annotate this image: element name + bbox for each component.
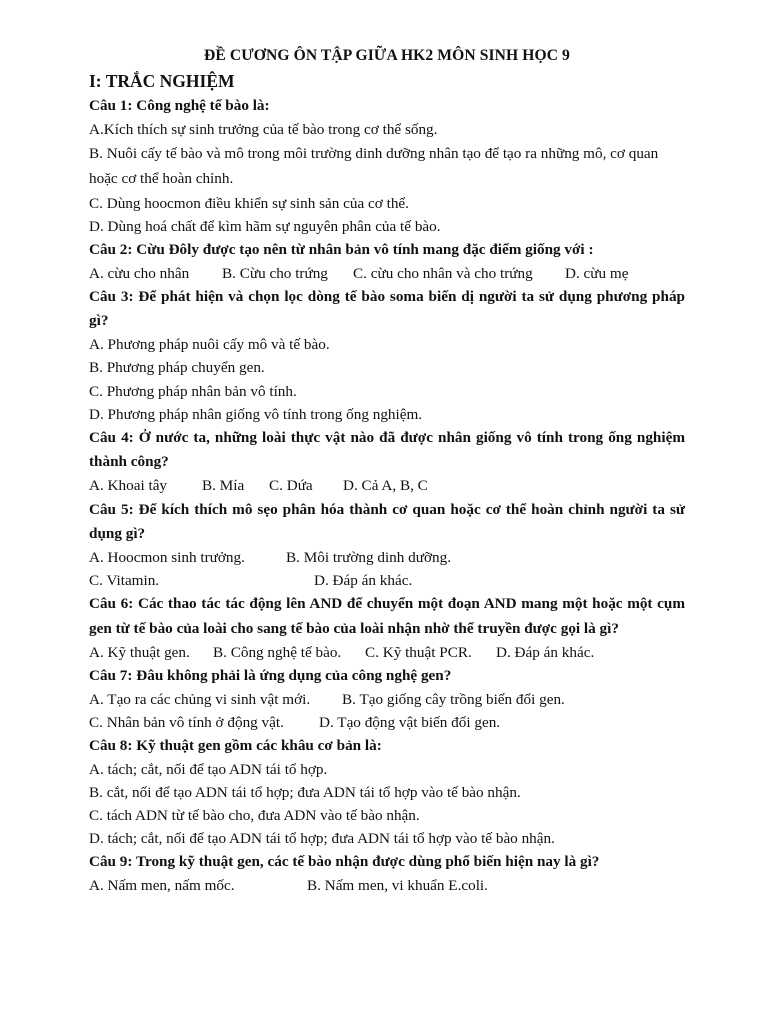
question-8-option-d: D. tách; cắt, nối để tạo ADN tái tổ hợp; đưa ADN tái tổ hợp vào tế bào nhận. bbox=[89, 830, 555, 848]
question-3-option-a: A. Phương pháp nuôi cấy mô và tế bào. bbox=[89, 336, 330, 354]
question-4-option-a: A. Khoai tây bbox=[89, 477, 168, 495]
question-7-option-c: C. Nhân bản vô tính ở động vật. bbox=[89, 713, 284, 731]
question-2-option-a: A. cừu cho nhân bbox=[89, 264, 190, 282]
question-4-option-c: C. Dứa bbox=[269, 477, 313, 495]
question-7-option-d: D. Tạo động vật biến đổi gen. bbox=[319, 713, 501, 731]
section-heading: I: TRẮC NGHIỆM bbox=[89, 71, 235, 91]
question-8-option-b: B. cắt, nối để tạo ADN tái tổ hợp; đưa ADN tái tổ hợp vào tế bào nhận. bbox=[89, 783, 521, 801]
question-9-option-a: A. Nấm men, nấm mốc. bbox=[89, 877, 235, 895]
question-5-option-c: C. Vitamin. bbox=[89, 572, 160, 590]
question-9-option-b: B. Nấm men, vi khuẩn E.coli. bbox=[307, 877, 488, 895]
question-6-option-a: A. Kỹ thuật gen. bbox=[89, 643, 190, 661]
question-6-options bbox=[89, 641, 685, 664]
question-1-option-c: C. Dùng hoocmon điều khiển sự sinh sản của cơ thể. bbox=[89, 194, 409, 212]
question-1-option-b: B. Nuôi cấy tế bào và mô trong môi trường dinh dưỡng nhân tạo để tạo ra những mô, cơ quan hoặc cơ thể hoàn chỉnh. bbox=[89, 144, 659, 188]
question-2-option-d: D. cừu mẹ bbox=[565, 264, 629, 282]
document-title: ĐỀ CƯƠNG ÔN TẬP GIỮA HK2 MÔN SINH HỌC 9 bbox=[204, 47, 570, 64]
question-2-options bbox=[89, 262, 685, 285]
question-7: Câu 7: Đâu không phải là ứng dụng của công nghệ gen? bbox=[89, 667, 452, 685]
question-2-option-b: B. Cừu cho trứng bbox=[222, 264, 328, 282]
question-4: Câu 4: Ở nước ta, những loài thực vật nào đã được nhân giống vô tính trong ống nghiệm thành công? bbox=[89, 429, 685, 471]
question-1-option-a: A.Kích thích sự sinh trưởng của tế bào trong cơ thể sống. bbox=[89, 120, 438, 138]
question-7-option-b: B. Tạo giống cây trồng biến đổi gen. bbox=[342, 690, 565, 708]
question-2: Câu 2: Cừu Đôly được tạo nên từ nhân bản vô tính mang đặc điểm giống với : bbox=[89, 241, 594, 259]
question-4-option-d: D. Cả A, B, C bbox=[343, 477, 428, 495]
question-4-option-b: B. Mía bbox=[202, 477, 245, 495]
question-8-option-a: A. tách; cắt, nối để tạo ADN tái tổ hợp. bbox=[89, 760, 328, 778]
question-5-options-row-1 bbox=[89, 546, 685, 569]
question-3-option-c: C. Phương pháp nhân bản vô tính. bbox=[89, 382, 297, 400]
question-9-options bbox=[89, 874, 685, 897]
question-5-option-a: A. Hoocmon sinh trưởng. bbox=[89, 549, 245, 567]
question-6: Câu 6: Các thao tác tác động lên AND để chuyển một đoạn AND mang một hoặc một cụm gen từ tế bào của loài cho sang tế bào của loài nhận nhờ thể truyền được gọi là gì? bbox=[89, 595, 685, 637]
question-1: Câu 1: Công nghệ tế bào là: bbox=[89, 97, 270, 114]
question-6-option-b: B. Công nghệ tế bào. bbox=[213, 643, 342, 661]
question-8-option-c: C. tách ADN từ tế bào cho, đưa ADN vào tế bào nhận. bbox=[89, 807, 420, 825]
question-5: Câu 5: Để kích thích mô sẹo phân hóa thành cơ quan hoặc cơ thể hoàn chỉnh người ta sử dụng gì? bbox=[89, 500, 685, 542]
question-2-option-c: C. cừu cho nhân và cho trứng bbox=[353, 264, 533, 282]
question-4-options bbox=[89, 474, 685, 497]
question-6-option-c: C. Kỹ thuật PCR. bbox=[365, 643, 472, 661]
question-3: Câu 3: Để phát hiện và chọn lọc dòng tế bào soma biến dị người ta sử dụng phương pháp gì? bbox=[89, 287, 685, 330]
question-7-option-a: A. Tạo ra các chủng vi sinh vật mới. bbox=[89, 690, 311, 708]
question-9: Câu 9: Trong kỹ thuật gen, các tế bào nhận được dùng phổ biến hiện nay là gì? bbox=[89, 853, 600, 871]
question-6-option-d: D. Đáp án khác. bbox=[496, 643, 595, 661]
question-3-option-d: D. Phương pháp nhân giống vô tính trong ống nghiệm. bbox=[89, 405, 423, 423]
question-8: Câu 8: Kỹ thuật gen gồm các khâu cơ bản là: bbox=[89, 737, 382, 755]
question-7-options-row-1 bbox=[89, 688, 685, 711]
question-1-option-d: D. Dùng hoá chất để kìm hãm sự nguyên phân của tế bào. bbox=[89, 217, 441, 235]
question-5-option-b: B. Môi trường dinh dưỡng. bbox=[286, 549, 452, 567]
question-5-options-row-2 bbox=[89, 569, 685, 592]
question-7-options-row-2 bbox=[89, 711, 685, 734]
question-3-option-b: B. Phương pháp chuyển gen. bbox=[89, 359, 265, 377]
document-page bbox=[89, 44, 685, 897]
question-5-option-d: D. Đáp án khác. bbox=[314, 572, 413, 590]
